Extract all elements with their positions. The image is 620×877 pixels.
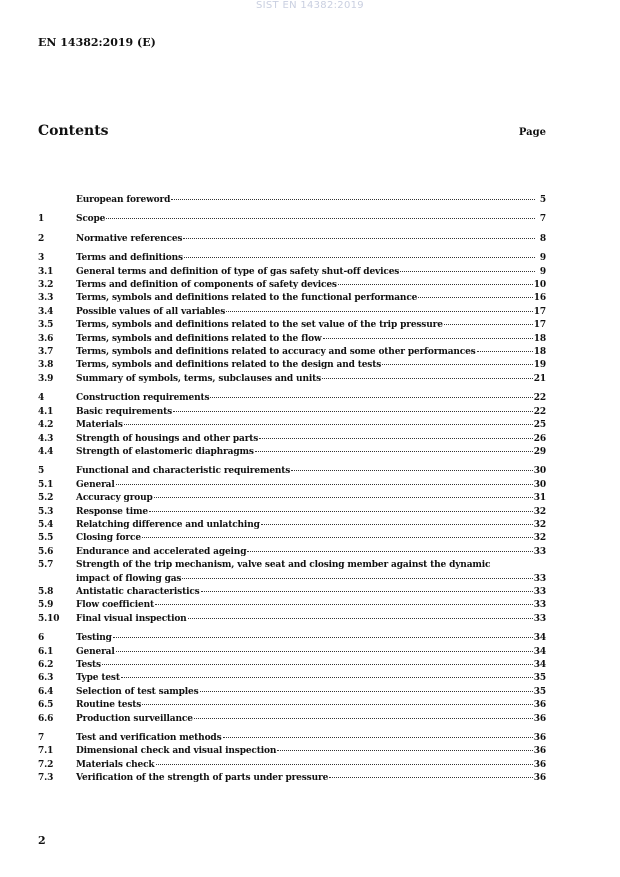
toc-group xyxy=(38,392,546,459)
toc-dot-leader xyxy=(226,311,533,312)
toc-dot-leader xyxy=(121,677,533,678)
toc-entry-title: Terms, symbols and definitions related to the design and tests xyxy=(76,360,382,371)
toc-entry-page: 32 xyxy=(533,533,546,544)
toc-dot-leader xyxy=(255,451,533,452)
toc-entry-number: 7 xyxy=(38,733,45,744)
toc-dot-leader xyxy=(259,438,533,439)
document-id: EN 14382:2019 (E) xyxy=(38,36,156,49)
toc-entry-number: 3 xyxy=(38,253,45,264)
toc-entry-title: General xyxy=(76,479,115,490)
toc-entry-title: General xyxy=(76,646,115,657)
toc-entry[interactable] xyxy=(38,406,546,419)
toc-dot-leader xyxy=(171,199,535,200)
toc-entry-title: Strength of housings and other parts xyxy=(76,433,259,444)
toc-entry-title: Terms, symbols and definitions related to accuracy and some other performances xyxy=(76,347,476,358)
toc-entry-page: 9 xyxy=(539,253,546,264)
toc-entry-title: Production surveillance xyxy=(76,713,193,724)
toc-entry-title: Materials xyxy=(76,420,123,431)
toc-entry[interactable] xyxy=(38,672,546,685)
toc-entry-number: 6.1 xyxy=(38,646,54,657)
toc-dot-leader xyxy=(173,411,533,412)
toc-entry-number: 3.6 xyxy=(38,333,54,344)
toc-entry[interactable] xyxy=(38,465,546,478)
toc-entry[interactable] xyxy=(38,599,546,612)
toc-entry[interactable] xyxy=(38,492,546,505)
toc-entry-number: 3.8 xyxy=(38,360,54,371)
toc-entry[interactable] xyxy=(38,659,546,672)
toc-dot-leader xyxy=(322,378,533,379)
toc-entry-page: 18 xyxy=(533,347,546,358)
toc-entry-title: Closing force xyxy=(76,533,141,544)
toc-entry[interactable] xyxy=(38,346,546,359)
toc-entry-title: Scope xyxy=(76,214,106,225)
toc-entry-number: 3.3 xyxy=(38,293,54,304)
toc-entry-page: 32 xyxy=(533,506,546,517)
toc-entry-title: Accuracy group xyxy=(76,493,153,504)
toc-dot-leader xyxy=(418,297,533,298)
toc-entry-title: Terms and definition of components of safety devices xyxy=(76,280,337,291)
toc-entry-page: 5 xyxy=(539,195,546,205)
toc-entry-page: 34 xyxy=(533,633,546,644)
toc-entry-number: 6.2 xyxy=(38,660,54,670)
toc-dot-leader xyxy=(116,651,533,652)
toc-entry-page: 36 xyxy=(533,733,546,744)
toc-entry-number: 3.9 xyxy=(38,373,54,384)
toc-entry[interactable] xyxy=(38,699,546,712)
toc-entry[interactable] xyxy=(38,613,546,626)
toc-entry-title: Response time xyxy=(76,506,148,517)
toc-entry[interactable] xyxy=(38,546,546,559)
toc-entry-page: 18 xyxy=(533,333,546,344)
toc-dot-leader xyxy=(142,537,533,538)
toc-dot-leader xyxy=(155,604,533,605)
toc-entry-title: General terms and definition of type of gas safety shut-off devices xyxy=(76,266,400,277)
toc-dot-leader xyxy=(323,338,533,339)
toc-entry[interactable] xyxy=(38,433,546,446)
toc-dot-leader xyxy=(247,551,532,552)
toc-entry[interactable] xyxy=(38,252,546,265)
toc-entry[interactable] xyxy=(38,532,546,545)
toc-entry-number: 5.8 xyxy=(38,586,54,597)
toc-entry-title: Endurance and accelerated ageing xyxy=(76,546,247,557)
toc-entry-page: 8 xyxy=(539,233,546,244)
toc-entry-title: Functional and characteristic requirements xyxy=(76,466,291,477)
toc-entry-number: 6 xyxy=(38,633,45,644)
toc-entry[interactable] xyxy=(38,373,546,386)
toc-dot-leader xyxy=(382,364,533,365)
toc-entry-number: 4.2 xyxy=(38,420,54,431)
toc-entry[interactable] xyxy=(38,713,546,726)
toc-entry-title: Verification of the strength of parts under pressure xyxy=(76,773,329,784)
toc-entry[interactable] xyxy=(38,632,546,645)
toc-entry-title: Dimensional check and visual inspection xyxy=(76,746,277,757)
toc-dot-leader xyxy=(183,238,535,239)
toc-dot-leader xyxy=(200,691,533,692)
toc-entry-title: Routine tests xyxy=(76,700,142,711)
toc-dot-leader xyxy=(291,470,533,471)
toc-entry-page: 21 xyxy=(533,373,546,384)
toc-entry[interactable] xyxy=(38,392,546,405)
toc-entry-number: 4.3 xyxy=(38,433,54,444)
toc-entry[interactable] xyxy=(38,559,546,586)
toc-entry-title: Terms, symbols and definitions related to the flow xyxy=(76,333,322,344)
toc-entry-title: Type test xyxy=(76,673,120,684)
toc-dot-leader xyxy=(194,718,533,719)
toc-entry-page: 34 xyxy=(533,660,546,670)
toc-entry-page: 36 xyxy=(533,746,546,757)
toc-entry-title: Antistatic characteristics xyxy=(76,586,200,597)
toc-entry[interactable] xyxy=(38,319,546,332)
toc-entry-page: 26 xyxy=(533,433,546,444)
toc-entry[interactable] xyxy=(38,213,546,226)
toc-entry-number: 3.1 xyxy=(38,266,54,277)
toc-entry-page: 16 xyxy=(533,293,546,304)
toc-dot-leader xyxy=(116,484,533,485)
page-column-header: Page xyxy=(518,127,546,138)
table-of-contents xyxy=(38,194,546,792)
toc-entry-number: 4.1 xyxy=(38,406,54,417)
toc-dot-leader xyxy=(124,424,533,425)
toc-dot-leader xyxy=(400,271,535,272)
toc-group xyxy=(38,732,546,786)
toc-entry[interactable] xyxy=(38,419,546,432)
toc-dot-leader xyxy=(149,511,533,512)
toc-entry-title: European foreword xyxy=(76,195,171,205)
toc-dot-leader xyxy=(188,618,533,619)
toc-entry-number: 3.5 xyxy=(38,320,54,331)
toc-entry-number: 5.1 xyxy=(38,479,54,490)
toc-entry-title: Tests xyxy=(76,660,101,670)
toc-entry-number: 5.3 xyxy=(38,506,54,517)
toc-dot-leader xyxy=(142,704,533,705)
toc-entry-number: 3.7 xyxy=(38,347,54,358)
toc-entry-title: Selection of test samples xyxy=(76,686,199,697)
toc-entry-number: 7.1 xyxy=(38,746,54,757)
toc-entry[interactable] xyxy=(38,519,546,532)
toc-entry-number: 3.2 xyxy=(38,280,54,291)
toc-entry[interactable] xyxy=(38,479,546,492)
toc-group xyxy=(38,632,546,726)
toc-entry-title: Test and verification methods xyxy=(76,733,222,744)
toc-entry[interactable] xyxy=(38,194,546,207)
toc-entry-page: 36 xyxy=(533,773,546,784)
toc-entry[interactable] xyxy=(38,586,546,599)
toc-group xyxy=(38,213,546,226)
toc-entry-number: 5.7 xyxy=(38,560,54,571)
toc-entry-title: Materials check xyxy=(76,759,155,770)
toc-entry-title-continued: impact of flowing gas xyxy=(76,573,182,584)
toc-dot-leader xyxy=(444,324,533,325)
toc-entry-page: 25 xyxy=(533,420,546,431)
toc-entry-number: 2 xyxy=(38,233,45,244)
toc-dot-leader xyxy=(329,777,533,778)
toc-entry[interactable] xyxy=(38,506,546,519)
toc-entry-page: 33 xyxy=(533,613,546,624)
toc-entry-title: Terms and definitions xyxy=(76,253,183,264)
toc-entry-title: Strength of the trip mechanism, valve seat and closing member against the dynamic xyxy=(76,560,491,571)
toc-entry-number: 1 xyxy=(38,214,45,225)
toc-entry[interactable] xyxy=(38,772,546,785)
toc-entry-title: Possible values of all variables xyxy=(76,306,226,317)
toc-entry[interactable] xyxy=(38,759,546,772)
toc-dot-leader xyxy=(182,578,532,579)
toc-dot-leader xyxy=(156,764,533,765)
toc-entry-title: Basic requirements xyxy=(76,406,173,417)
toc-entry-number: 3.4 xyxy=(38,306,54,317)
toc-entry-page: 36 xyxy=(533,700,546,711)
toc-entry[interactable] xyxy=(38,333,546,346)
toc-entry-number: 7.2 xyxy=(38,759,54,770)
toc-entry-number: 5.10 xyxy=(38,613,60,624)
toc-entry-page: 33 xyxy=(533,546,546,557)
toc-entry-number: 5.6 xyxy=(38,546,54,557)
toc-entry-page: 10 xyxy=(533,280,546,291)
toc-entry-number: 6.5 xyxy=(38,700,54,711)
toc-entry-page: 22 xyxy=(533,393,546,404)
toc-entry-page: 33 xyxy=(533,586,546,597)
toc-entry[interactable] xyxy=(38,732,546,745)
toc-entry-title: Final visual inspection xyxy=(76,613,187,624)
toc-entry-page: 36 xyxy=(533,713,546,724)
toc-entry-number: 6.6 xyxy=(38,713,54,724)
toc-dot-leader xyxy=(261,524,533,525)
toc-entry-number: 5.4 xyxy=(38,519,54,530)
toc-entry-page: 35 xyxy=(533,686,546,697)
toc-entry-title: Terms, symbols and definitions related to the set value of the trip pressure xyxy=(76,320,443,331)
toc-entry-title: Summary of symbols, terms, subclauses and units xyxy=(76,373,322,384)
toc-entry-page: 9 xyxy=(539,266,546,277)
toc-entry-title: Normative references xyxy=(76,233,183,244)
toc-entry-number: 5 xyxy=(38,466,45,477)
toc-entry-page: 30 xyxy=(533,466,546,477)
toc-dot-leader xyxy=(201,591,533,592)
toc-entry-number: 5.9 xyxy=(38,600,54,611)
toc-entry-title: Testing xyxy=(76,633,112,644)
toc-entry-page: 7 xyxy=(539,214,546,225)
toc-dot-leader xyxy=(113,637,533,638)
toc-entry-page: 17 xyxy=(533,320,546,331)
toc-entry-title: Construction requirements xyxy=(76,393,210,404)
toc-entry[interactable] xyxy=(38,233,546,246)
toc-entry-page: 32 xyxy=(533,519,546,530)
toc-entry[interactable] xyxy=(38,359,546,372)
toc-entry-number: 6.4 xyxy=(38,686,54,697)
toc-entry[interactable] xyxy=(38,266,546,279)
toc-group xyxy=(38,233,546,246)
toc-group xyxy=(38,252,546,386)
toc-dot-leader xyxy=(338,284,533,285)
toc-dot-leader xyxy=(154,497,533,498)
watermark-text: SIST EN 14382:2019 xyxy=(256,0,364,11)
page-title: Contents xyxy=(38,123,109,139)
toc-entry-page: 31 xyxy=(533,493,546,504)
toc-entry-number: 7.3 xyxy=(38,773,54,784)
toc-entry-page: 17 xyxy=(533,306,546,317)
toc-dot-leader xyxy=(477,351,533,352)
toc-entry-number: 4 xyxy=(38,393,45,404)
toc-dot-leader xyxy=(223,737,533,738)
toc-dot-leader xyxy=(277,750,532,751)
toc-entry-title: Flow coefficient xyxy=(76,600,154,611)
toc-entry-page: 36 xyxy=(533,759,546,770)
toc-entry[interactable] xyxy=(38,279,546,292)
toc-entry-page: 19 xyxy=(533,360,546,371)
toc-entry[interactable] xyxy=(38,646,546,659)
toc-entry-title: Terms, symbols and definitions related to the functional performance xyxy=(76,293,418,304)
toc-group xyxy=(38,194,546,207)
toc-dot-leader xyxy=(106,218,535,219)
toc-entry-page: 35 xyxy=(533,673,546,684)
toc-entry-number: 4.4 xyxy=(38,446,54,457)
toc-entry[interactable] xyxy=(38,306,546,319)
toc-entry-number: 5.2 xyxy=(38,493,54,504)
toc-entry[interactable] xyxy=(38,292,546,305)
toc-dot-leader xyxy=(184,257,535,258)
toc-entry[interactable] xyxy=(38,745,546,758)
toc-entry-page: 29 xyxy=(533,446,546,457)
toc-entry-number: 6.3 xyxy=(38,673,54,684)
toc-entry-number: 5.5 xyxy=(38,533,54,544)
toc-dot-leader xyxy=(102,664,533,665)
toc-entry-page: 33 xyxy=(533,573,546,584)
toc-entry-title: Strength of elastomeric diaphragms xyxy=(76,446,254,457)
toc-entry-page: 34 xyxy=(533,646,546,657)
toc-entry-title: Relatching difference and unlatching xyxy=(76,519,260,530)
toc-entry-page: 22 xyxy=(533,406,546,417)
toc-dot-leader xyxy=(210,397,532,398)
page-number: 2 xyxy=(38,834,46,847)
toc-group xyxy=(38,465,546,626)
toc-entry-page: 30 xyxy=(533,479,546,490)
toc-entry-page: 33 xyxy=(533,600,546,611)
toc-entry[interactable] xyxy=(38,446,546,459)
toc-entry[interactable] xyxy=(38,686,546,699)
